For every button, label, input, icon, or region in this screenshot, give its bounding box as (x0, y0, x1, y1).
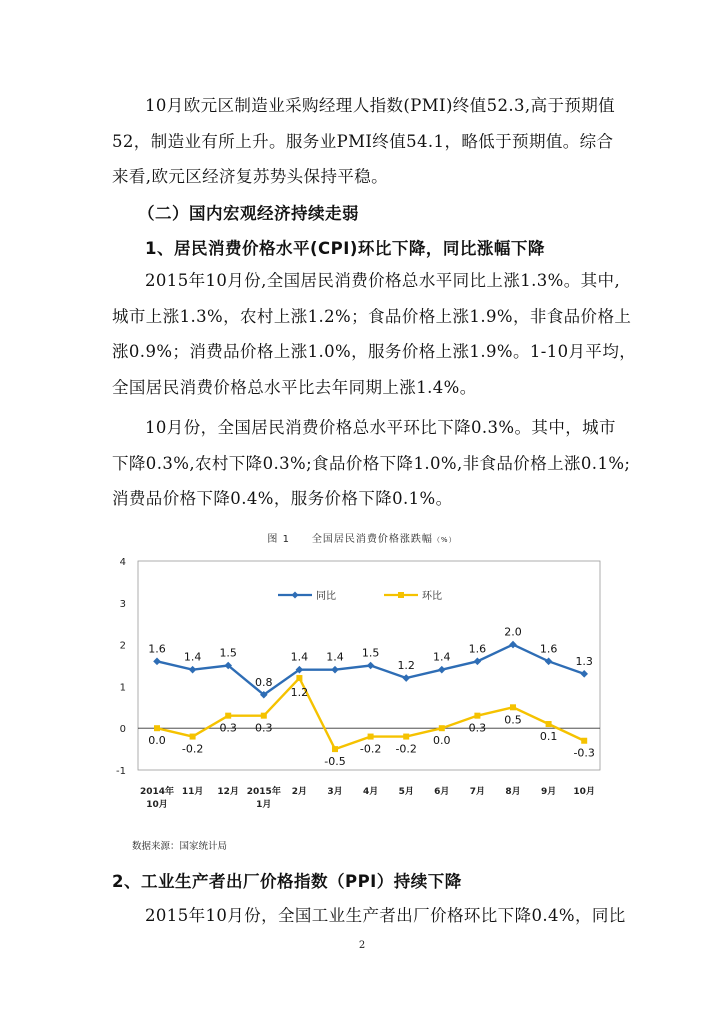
paragraph-line: 城市上涨1.3%，农村上涨1.2%；食品价格上涨1.9%，非食品价格上 (112, 306, 632, 326)
data-label-mom: 0.5 (504, 713, 522, 727)
data-point-yoy (545, 658, 553, 666)
x-tick-label: 11月 (181, 787, 204, 797)
data-point-mom (332, 746, 338, 752)
paragraph-line: 10月份，全国居民消费价格总水平环比下降0.3%。其中，城市 (145, 418, 616, 437)
subsection-heading-cpi: 1、居民消费价格水平(CPI)环比下降，同比涨幅下降 (145, 239, 545, 258)
data-point-mom (403, 734, 409, 740)
data-label-mom: -0.5 (324, 755, 346, 769)
x-tick-label: 3月 (327, 787, 343, 797)
data-point-mom (225, 713, 231, 719)
data-label-yoy: 1.6 (148, 642, 166, 656)
data-label-yoy: 0.8 (255, 675, 273, 689)
x-tick-label: 9月 (540, 787, 557, 797)
x-tick-label: 10月 (573, 787, 595, 797)
x-tick-label: 6月 (434, 787, 450, 797)
data-label-yoy: 2.0 (504, 625, 522, 639)
y-tick-label: 2 (119, 640, 126, 652)
data-labels (148, 626, 595, 769)
data-label-yoy: 1.2 (397, 659, 415, 673)
data-label-mom: 0.3 (468, 721, 487, 735)
legend-marker-diamond (292, 592, 299, 599)
y-axis-labels (116, 557, 126, 777)
x-tick-label: 2015年 1月 (246, 787, 281, 810)
y-tick-label: 1 (119, 682, 126, 694)
data-point-mom (581, 738, 587, 744)
figure-caption-text: 图 1 全国居民消费价格涨跌幅 (267, 534, 433, 545)
paragraph-ppi (112, 898, 626, 934)
data-label-yoy: 1.6 (539, 642, 558, 656)
data-label-yoy: 1.5 (219, 646, 237, 660)
chart-legend (278, 589, 442, 602)
data-label-mom: -0.2 (181, 742, 204, 756)
data-label-yoy: 1.4 (183, 650, 202, 664)
data-label-mom: -0.3 (573, 746, 595, 760)
legend-marker-square (398, 592, 404, 598)
y-tick-label: -1 (116, 766, 126, 777)
x-axis-labels (140, 785, 595, 810)
data-label-mom: 0.0 (433, 734, 451, 748)
subsection-heading-ppi: 2、工业生产者出厂价格指数（PPI）持续下降 (112, 872, 462, 891)
data-label-mom: 0.3 (219, 721, 237, 735)
data-point-mom (296, 675, 302, 681)
x-tick-label: 2014年 10月 (139, 787, 175, 810)
cpi-line-chart (112, 548, 602, 838)
paragraph-line: 来看,欧元区经济复苏势头保持平稳。 (112, 167, 389, 186)
paragraph-line: 全国居民消费价格总水平比去年同期上涨1.4%。 (112, 377, 477, 397)
figure-caption (0, 530, 724, 545)
paragraph-line: 下降0.3%,农村下降0.3%;食品价格下降1.0%,非食品价格上涨0.1%; (112, 453, 631, 473)
data-point-mom (154, 725, 160, 731)
paragraph-line: 10月欧元区制造业采购经理人指数(PMI)终值52.3,高于预期值 (145, 96, 616, 115)
data-point-yoy (402, 674, 410, 682)
paragraph-line: 2015年10月份,全国居民消费价格总水平同比上涨1.3%。其中, (145, 271, 621, 290)
data-label-mom: 0.3 (255, 721, 273, 735)
data-label-yoy: 1.3 (575, 654, 593, 668)
paragraph-line: 52，制造业有所上升。服务业PMI终值54.1，略低于预期值。综合 (112, 131, 614, 151)
data-label-yoy: 1.4 (433, 650, 451, 664)
data-point-yoy (331, 666, 339, 674)
x-tick-label: 5月 (398, 787, 414, 797)
data-point-mom (368, 734, 374, 740)
paragraph-line: 消费品价格下降0.4%，服务价格下降0.1%。 (112, 489, 453, 508)
x-tick-label: 12月 (217, 787, 239, 797)
data-point-mom (546, 721, 552, 727)
data-label-mom: 0.0 (148, 734, 166, 748)
x-tick-label: 2月 (291, 787, 308, 797)
paragraph-line: 涨0.9%；消费品价格上涨1.0%，服务价格上涨1.9%。1-10月平均， (112, 342, 637, 361)
data-point-yoy (153, 658, 161, 666)
section-heading: （二）国内宏观经济持续走弱 (138, 204, 359, 223)
data-point-yoy (580, 670, 588, 678)
y-tick-label: 0 (119, 724, 126, 736)
data-point-yoy (474, 658, 482, 666)
figure-caption-unit: （%） (432, 536, 457, 544)
x-tick-label: 8月 (505, 787, 521, 797)
legend-label: 环比 (422, 591, 442, 602)
x-tick-label: 4月 (362, 787, 379, 797)
data-label-mom: 0.1 (539, 730, 558, 744)
data-label-yoy: 1.4 (326, 650, 344, 664)
data-point-mom (510, 704, 516, 710)
data-point-mom (261, 713, 267, 719)
paragraph-cpi-mom (112, 410, 631, 517)
paragraph-eurozone-pmi (112, 88, 616, 195)
data-point-yoy (189, 666, 197, 674)
data-label-yoy: 1.6 (468, 642, 487, 656)
paragraph-line: 2015年10月份，全国工业生产者出厂价格环比下降0.4%，同比 (145, 906, 626, 925)
data-point-mom (474, 713, 480, 719)
page-number: 2 (358, 940, 366, 951)
y-tick-label: 3 (119, 598, 126, 610)
legend-label: 同比 (316, 591, 336, 602)
data-point-yoy (367, 662, 375, 670)
data-point-mom (190, 734, 196, 740)
data-label-mom: -0.2 (359, 742, 382, 756)
data-label-yoy: 1.4 (290, 650, 309, 664)
data-label-yoy: 1.5 (361, 646, 380, 660)
x-tick-label: 7月 (469, 787, 486, 797)
data-point-yoy (438, 666, 446, 674)
data-label-mom: -0.2 (395, 742, 417, 756)
data-point-mom (439, 725, 445, 731)
figure-source: 数据来源：国家统计局 (132, 841, 228, 852)
y-tick-label: 4 (119, 557, 126, 568)
paragraph-cpi-yoy (112, 263, 637, 405)
data-label-mom: 1.2 (290, 686, 309, 700)
data-point-yoy (509, 641, 517, 649)
